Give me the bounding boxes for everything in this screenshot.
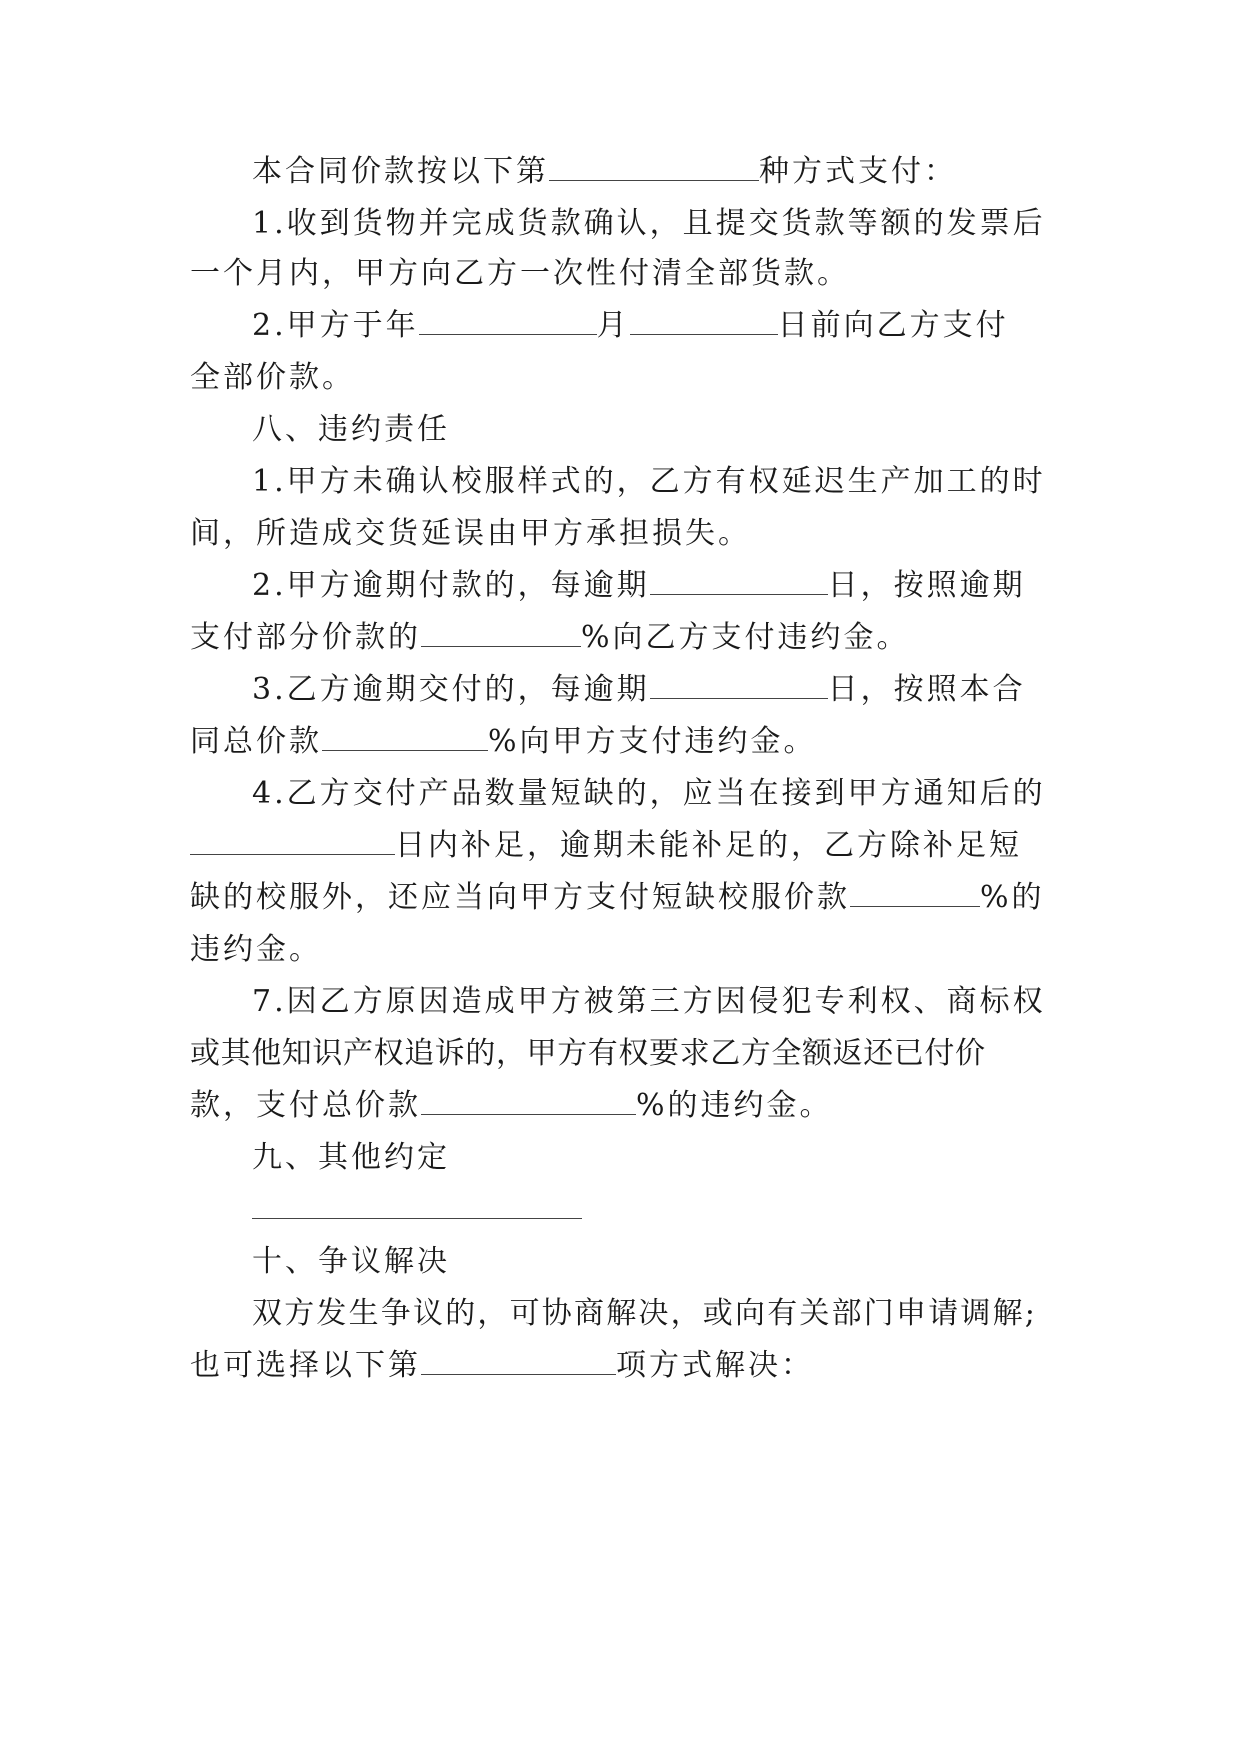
- fill-blank[interactable]: [190, 826, 395, 855]
- dispute-line-2: [190, 1346, 1050, 1386]
- payment-intro: [252, 152, 1050, 192]
- fill-blank[interactable]: [850, 878, 980, 907]
- breach-4-line-2: [190, 826, 1050, 866]
- fill-blank[interactable]: [421, 1086, 636, 1115]
- text: 日内补足，逾期未能补足的，乙方除补足短: [395, 828, 1022, 863]
- fill-blank[interactable]: [650, 670, 828, 699]
- text: 或其他知识产权追诉的，甲方有权要求乙方全额返还已付价: [190, 1036, 986, 1071]
- text: 违约金。: [190, 932, 322, 967]
- text: 缺的校服外，还应当向甲方支付短缺校服价款: [190, 880, 850, 915]
- text: 款，支付总价款: [190, 1088, 421, 1123]
- fill-blank[interactable]: [421, 618, 581, 647]
- fill-blank[interactable]: [419, 306, 597, 335]
- breach-4-line-4: [190, 930, 1050, 970]
- text: 全部价款。: [190, 360, 355, 395]
- text: 种方式支付：: [759, 154, 957, 189]
- heading-text: 十、争议解决: [252, 1244, 450, 1279]
- text: %的: [980, 880, 1045, 915]
- text: 项方式解决：: [616, 1348, 814, 1383]
- text: %向甲方支付违约金。: [488, 724, 817, 759]
- text: 日，按照本合: [827, 672, 1026, 707]
- text: 2.甲方于年: [252, 308, 419, 343]
- breach-1-line-2: [190, 514, 1050, 554]
- heading-text: 八、违约责任: [252, 412, 450, 447]
- text: 双方发生争议的，可协商解决，或向有关部门申请调解;: [252, 1296, 1038, 1331]
- text: 支付部分价款的: [190, 620, 421, 655]
- text: 3.乙方逾期交付的，每逾期: [252, 672, 650, 707]
- text: 日，按照逾期: [827, 568, 1026, 603]
- fill-blank[interactable]: [421, 1346, 616, 1375]
- breach-7-line-1: [252, 982, 1050, 1022]
- fill-blank[interactable]: [322, 722, 488, 751]
- breach-2-line-2: [190, 618, 1050, 658]
- heading-text: 九、其他约定: [252, 1140, 450, 1175]
- text: 月: [596, 308, 630, 343]
- fill-blank[interactable]: [650, 566, 828, 595]
- section-heading-10: [252, 1242, 1050, 1282]
- text: 7.因乙方原因造成甲方被第三方因侵犯专利权、商标权: [252, 984, 1046, 1019]
- breach-7-line-3: [190, 1086, 1050, 1126]
- section-heading-9: [252, 1138, 1050, 1178]
- text: 1.收到货物并完成货款确认，且提交货款等额的发票后: [252, 206, 1046, 241]
- text: 一个月内，甲方向乙方一次性付清全部货款。: [190, 256, 850, 291]
- text: %的违约金。: [636, 1088, 833, 1123]
- text: 同总价款: [190, 724, 322, 759]
- payment-option-2-line-1: [252, 306, 1050, 346]
- text: 日前向乙方支付: [777, 308, 1009, 343]
- payment-option-1-line-2: [190, 254, 1050, 294]
- text: 4.乙方交付产品数量短缺的，应当在接到甲方通知后的: [252, 776, 1046, 811]
- text: 本合同价款按以下第: [252, 154, 549, 189]
- text: 2.甲方逾期付款的，每逾期: [252, 568, 650, 603]
- fill-blank[interactable]: [630, 306, 778, 335]
- payment-option-2-line-2: [190, 358, 1050, 398]
- breach-4-line-3: [190, 878, 1050, 918]
- breach-1-line-1: [252, 462, 1050, 502]
- breach-4-line-1: [252, 774, 1050, 814]
- breach-7-line-2: [190, 1034, 1050, 1074]
- text: 间，所造成交货延误由甲方承担损失。: [190, 516, 751, 551]
- breach-2-line-1: [252, 566, 1050, 606]
- dispute-line-1: [252, 1294, 1050, 1334]
- text: 也可选择以下第: [190, 1348, 421, 1383]
- breach-3-line-2: [190, 722, 1050, 762]
- other-terms-blank[interactable]: [252, 1218, 582, 1219]
- breach-3-line-1: [252, 670, 1050, 710]
- section-heading-8: [252, 410, 1050, 450]
- payment-option-1-line-1: [252, 204, 1050, 244]
- text: 1.甲方未确认校服样式的，乙方有权延迟生产加工的时: [252, 464, 1046, 499]
- text: %向乙方支付违约金。: [581, 620, 910, 655]
- fill-blank[interactable]: [549, 152, 759, 181]
